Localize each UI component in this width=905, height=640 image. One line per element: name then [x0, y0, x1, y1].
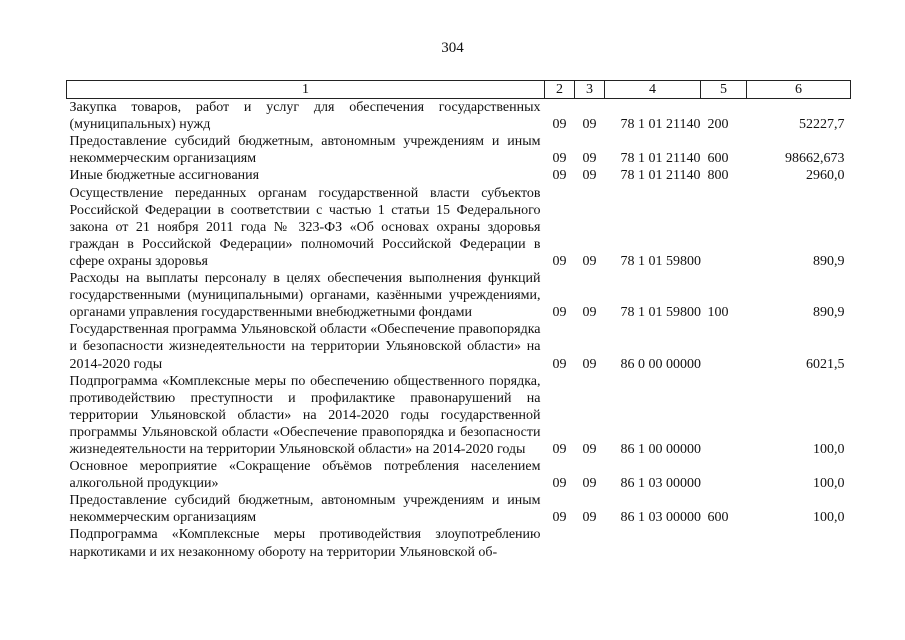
row-subsection: 09	[582, 476, 597, 492]
table-row	[67, 99, 851, 134]
row-description: Осуществление переданных органам государственной власти субъектов Российской Федерации в соответствии с частью 1 статьи 15 Федерального закона от 21 ноября 2011 года № 323-ФЗ «Об основах охраны здоровья граждан в Российской Федерации» полномочий Российской Федерации в сфере охраны здоровья	[69, 185, 541, 269]
row-target-code: 86 1 03 00000	[620, 476, 701, 492]
table-row	[67, 526, 851, 560]
row-subsection: 09	[582, 168, 597, 184]
row-section: 09	[552, 253, 567, 269]
header-col-3: 3	[575, 81, 605, 99]
row-subsection: 09	[582, 151, 597, 167]
row-expense-type: 100	[707, 305, 729, 321]
row-amount: 98662,673	[785, 151, 845, 167]
row-section: 09	[552, 476, 567, 492]
row-section: 09	[552, 168, 567, 184]
row-amount: 6021,5	[806, 356, 845, 372]
table-row	[67, 133, 851, 167]
row-expense-type	[701, 321, 747, 372]
row-subsection: 09	[582, 510, 597, 526]
row-expense-type	[701, 185, 747, 270]
row-description: Расходы на выплаты персоналу в целях обеспечения выполнения функций государственными (муниципальными) органами, казёнными учреждениями, органами управления государственными внебюджетными фондами	[69, 271, 541, 321]
table-row	[67, 167, 851, 184]
row-subsection: 09	[582, 305, 597, 321]
row-amount: 100,0	[813, 510, 845, 526]
budget-table	[66, 80, 851, 561]
row-subsection: 09	[582, 117, 597, 133]
table-row	[67, 458, 851, 492]
row-expense-type	[701, 526, 747, 560]
row-section: 09	[552, 356, 567, 372]
row-description: Подпрограмма «Комплексные меры по обеспечению общественного порядка, противодействию преступности и профилактике правонарушений на территории Ульяновской области» на 2014-2020 годы государственной программы Ульяновской области «Обеспечение правопорядка и безопасности жизнедеятельности на территории Ульяновской области» на 2014-2020 годы	[69, 373, 541, 457]
header-col-5: 5	[701, 81, 747, 99]
row-subsection: 09	[582, 253, 597, 269]
row-subsection: 09	[582, 441, 597, 457]
row-section: 09	[552, 305, 567, 321]
page-number: 304	[441, 40, 464, 56]
header-col-6: 6	[747, 81, 851, 99]
header-col-2: 2	[545, 81, 575, 99]
row-section: 09	[552, 510, 567, 526]
row-amount: 2960,0	[806, 168, 845, 184]
row-section: 09	[552, 117, 567, 133]
table-row	[67, 270, 851, 321]
row-description: Государственная программа Ульяновской области «Обеспечение правопорядка и безопасности жизнедеятельности на территории Ульяновской области» на 2014-2020 годы	[69, 322, 541, 372]
row-target-code: 86 1 03 00000	[620, 510, 701, 526]
row-expense-type: 800	[707, 168, 729, 184]
row-amount: 890,9	[813, 253, 845, 269]
row-target-code: 78 1 01 21140	[620, 151, 701, 167]
row-amount: 100,0	[813, 476, 845, 492]
row-section: 09	[552, 151, 567, 167]
header-col-4: 4	[605, 81, 701, 99]
row-description: Подпрограмма «Комплексные меры противодействия злоупотреблению наркотиками и их незаконному обороту на территории Ульяновской об-	[69, 527, 541, 560]
row-description: Предоставление субсидий бюджетным, автономным учреждениям и иным некоммерческим организациям	[69, 134, 541, 167]
row-expense-type: 600	[707, 510, 729, 526]
table-row	[67, 373, 851, 458]
row-expense-type	[701, 373, 747, 458]
row-amount: 52227,7	[799, 117, 845, 133]
table-row	[67, 321, 851, 372]
row-subsection: 09	[582, 356, 597, 372]
row-description: Закупка товаров, работ и услуг для обеспечения государственных (муниципальных) нужд	[69, 100, 541, 133]
header-col-1: 1	[67, 81, 545, 99]
row-description: Иные бюджетные ассигнования	[69, 168, 260, 184]
row-section	[545, 526, 575, 560]
row-subsection	[575, 526, 605, 560]
row-target-code	[605, 526, 701, 560]
row-amount: 100,0	[813, 441, 845, 457]
row-amount: 890,9	[813, 305, 845, 321]
table-row	[67, 492, 851, 526]
row-target-code: 78 1 01 59800	[620, 305, 701, 321]
row-expense-type: 600	[707, 151, 729, 167]
row-target-code: 86 1 00 00000	[620, 441, 701, 457]
row-target-code: 86 0 00 00000	[620, 356, 701, 372]
row-target-code: 78 1 01 21140	[620, 117, 701, 133]
row-section: 09	[552, 441, 567, 457]
row-target-code: 78 1 01 21140	[620, 168, 701, 184]
row-description: Предоставление субсидий бюджетным, автономным учреждениям и иным некоммерческим организациям	[69, 493, 541, 526]
row-expense-type	[701, 458, 747, 492]
row-target-code: 78 1 01 59800	[620, 253, 701, 269]
table-row	[67, 185, 851, 270]
row-amount	[747, 526, 851, 560]
table-header	[67, 81, 851, 99]
row-expense-type: 200	[707, 117, 729, 133]
row-description: Основное мероприятие «Сокращение объёмов потребления населением алкогольной продукции»	[69, 459, 541, 492]
